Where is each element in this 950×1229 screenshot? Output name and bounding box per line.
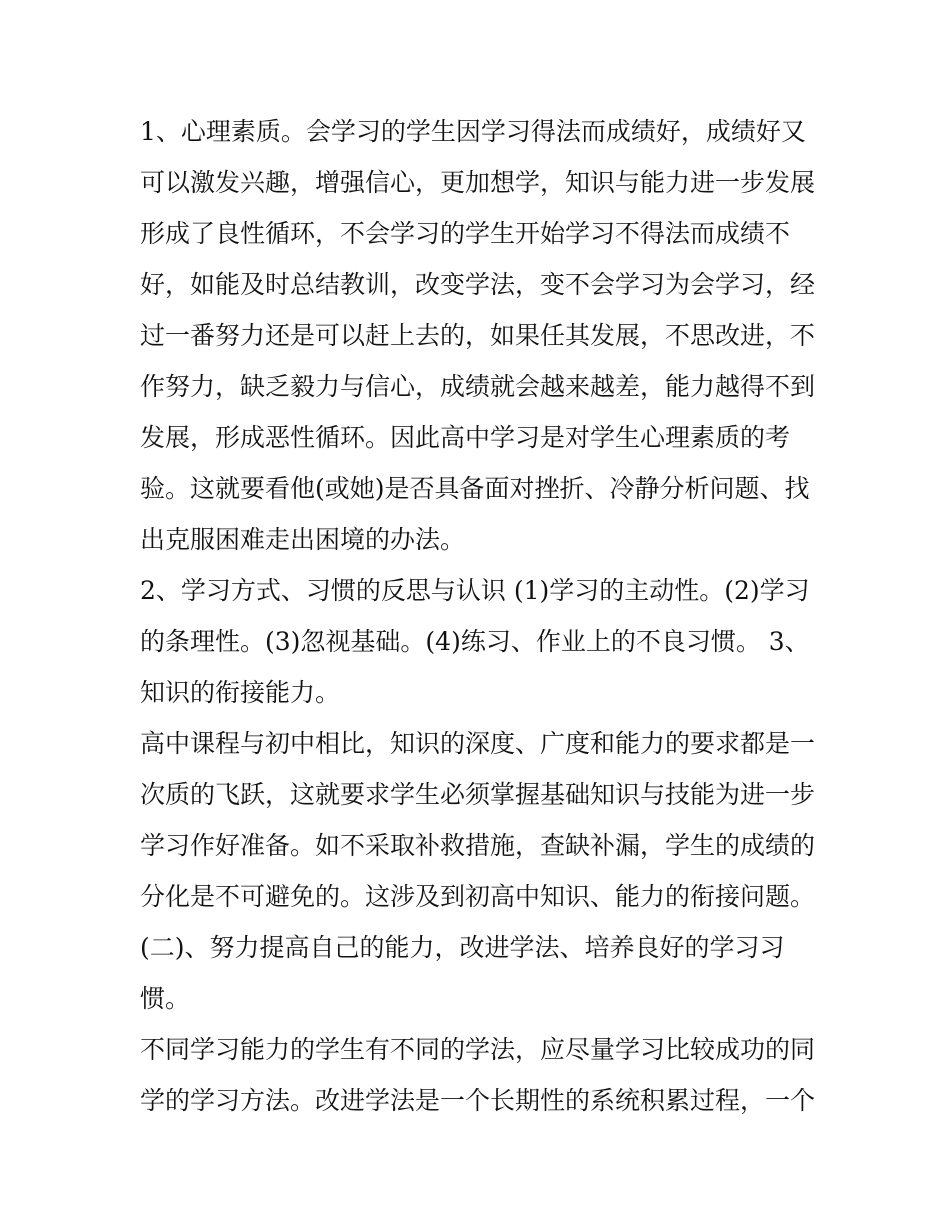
text-line: 可以激发兴趣，增强信心，更加想学，知识与能力进一步发展 xyxy=(140,168,816,197)
text-line: 次质的飞跃，这就要求学生必须掌握基础知识与技能为进一步 xyxy=(140,780,816,809)
text-line: 2、学习方式、习惯的反思与认识 (1)学习的主动性。(2)学习 xyxy=(140,576,810,605)
text-line: 知识的衔接能力。 xyxy=(140,678,341,707)
text-line: 形成了良性循环，不会学习的学生开始学习不得法而成绩不 xyxy=(140,219,791,248)
text-line: 作努力，缺乏毅力与信心，成绩就会越来越差，能力越得不到 xyxy=(140,372,816,401)
text-line: 好，如能及时总结教训，改变学法，变不会学习为会学习，经 xyxy=(140,270,816,299)
text-line: 验。这就要看他(或她)是否具备面对挫折、冷静分析问题、找 xyxy=(140,474,810,503)
text-line: 1、心理素质。会学习的学生因学习得法而成绩好，成绩好又 xyxy=(140,117,806,146)
text-line: 发展，形成恶性循环。因此高中学习是对学生心理素质的考 xyxy=(140,423,791,452)
text-line: 分化是不可避免的。这涉及到初高中知识、能力的衔接问题。 xyxy=(140,882,816,911)
text-line: 出克服困难走出困境的办法。 xyxy=(140,525,466,554)
text-line: 学的学习方法。改进学法是一个长期性的系统积累过程，一个 xyxy=(140,1086,816,1115)
text-line: 的条理性。(3)忽视基础。(4)练习、作业上的不良习惯。 3、 xyxy=(140,627,810,656)
document-body xyxy=(140,106,820,1126)
text-line: 高中课程与初中相比，知识的深度、广度和能力的要求都是一 xyxy=(140,729,816,758)
text-line: 惯。 xyxy=(140,984,191,1013)
text-line: 过一番努力还是可以赶上去的，如果任其发展，不思改进，不 xyxy=(140,321,816,350)
text-line: 不同学习能力的学生有不同的学法，应尽量学习比较成功的同 xyxy=(140,1035,816,1064)
text-line: 学习作好准备。如不采取补救措施，查缺补漏，学生的成绩的 xyxy=(140,831,816,860)
text-line: (二)、努力提高自己的能力，改进学法、培养良好的学习习 xyxy=(140,933,785,962)
